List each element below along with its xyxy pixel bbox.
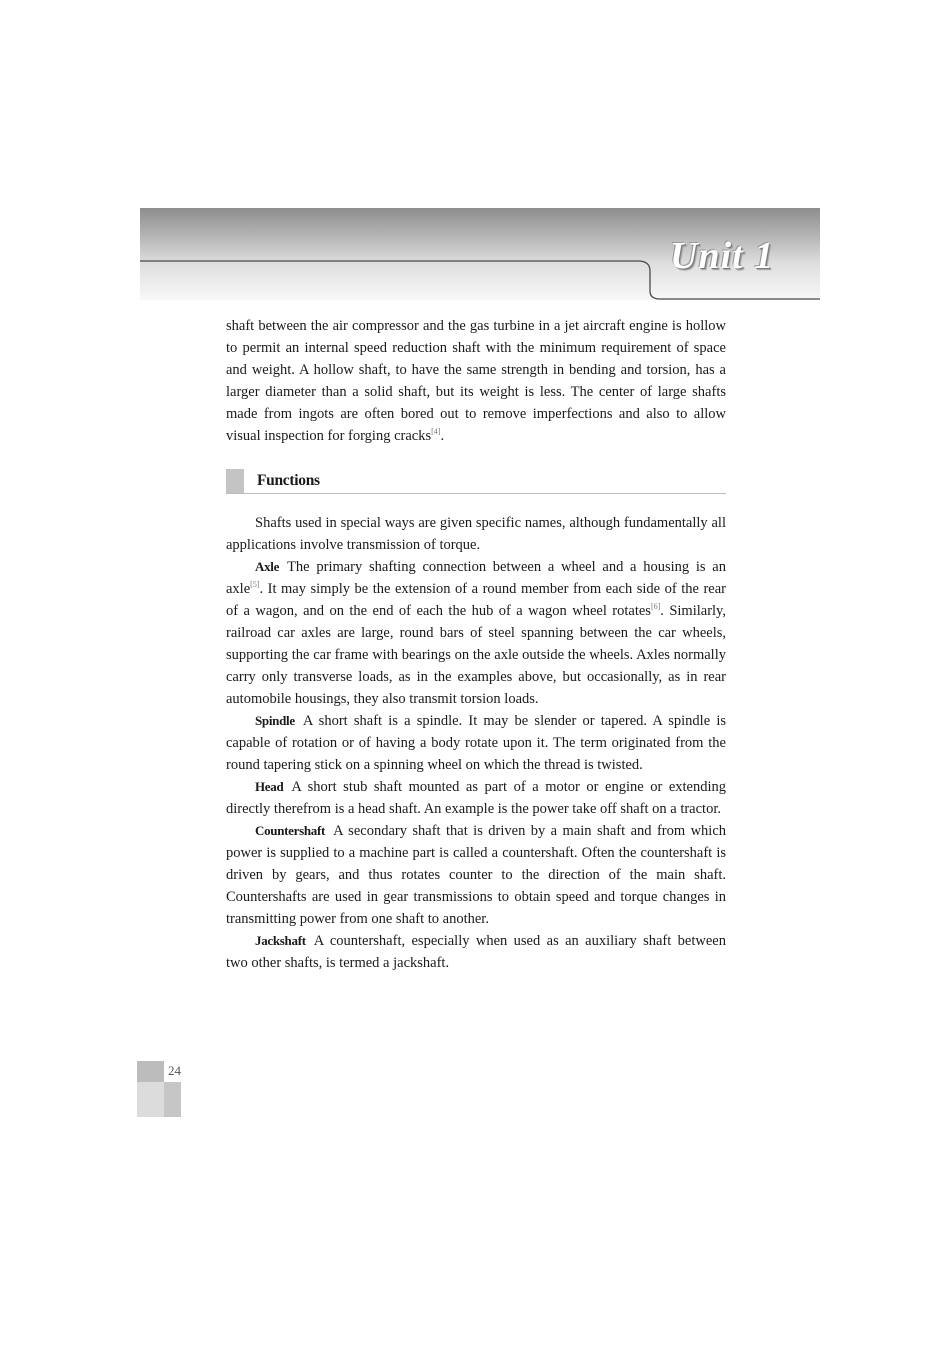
jackshaft-paragraph: Jackshaft A countershaft, especially when used as an auxiliary shaft between two other shafts, is termed a jackshaft. [226,933,726,971]
page-body [226,315,726,974]
section-heading [226,469,726,494]
countershaft-paragraph: Countershaft A secondary shaft that is driven by a main shaft and from which power is supplied to a machine part is called a countershaft. Often the countershaft is driven by gears, and thus rotates counter to the direction of the main shaft. Countershafts are used in gear transmissions to obtain speed and torque changes in transmitting power from one shaft to another. [226,823,726,927]
reference-mark: [6] [650,602,661,611]
section-marker [226,469,244,493]
section-title: Functions [257,472,320,489]
term-jackshaft: Jackshaft [255,933,306,948]
page-number: 24 [168,1063,181,1078]
reference-mark: [4] [431,427,441,436]
term-spindle: Spindle [255,713,295,728]
page-block-dark [164,1082,181,1117]
unit-title: Unit 1 [670,235,775,277]
axle-paragraph: Axle The primary shafting connection between a wheel and a housing is an axle[5]. It may simply be the extension of a round member from each side of the rear of a wagon, and on the end of each the hub of a wagon wheel rotates[6]. Similarly, railroad car axles are large, round bars of steel spanning between the car wheels, supporting the car frame with bearings on the axle outside the wheels. Axles normally carry only transverse loads, as in the examples above, but occasionally, as in rear automobile housings, they also transmit torsion loads. [226,559,726,707]
intro-paragraph: shaft between the air compressor and the gas turbine in a jet aircraft engine is hollow to permit an internal speed reduction shaft with the minimum requirement of space and weight. A hollow shaft, to have the same strength in bending and torsion, has a larger diameter than a solid shaft, but its weight is less. The center of large shafts made from ingots are often bored out to remove imperfections and also to allow visual inspection for forging cracks[4]. [226,318,726,444]
head-paragraph: Head A short stub shaft mounted as part of a motor or engine or extending directly therefrom is a head shaft. An example is the power take off shaft on a tractor. [226,779,726,817]
page-block-light [137,1082,164,1117]
term-countershaft: Countershaft [255,823,326,838]
term-head: Head [255,779,284,794]
spindle-paragraph: Spindle A short shaft is a spindle. It may be slender or tapered. A spindle is capable of rotation or of having a body rotate upon it. The term originated from the round tapering stick on a spinning wheel on which the thread is twisted. [226,713,726,773]
page-block-dark [137,1061,164,1082]
reference-mark: [5] [250,580,260,589]
section-lead-paragraph: Shafts used in special ways are given specific names, although fundamentally all applications involve transmission of torque. [226,515,726,553]
term-axle: Axle [255,559,280,574]
